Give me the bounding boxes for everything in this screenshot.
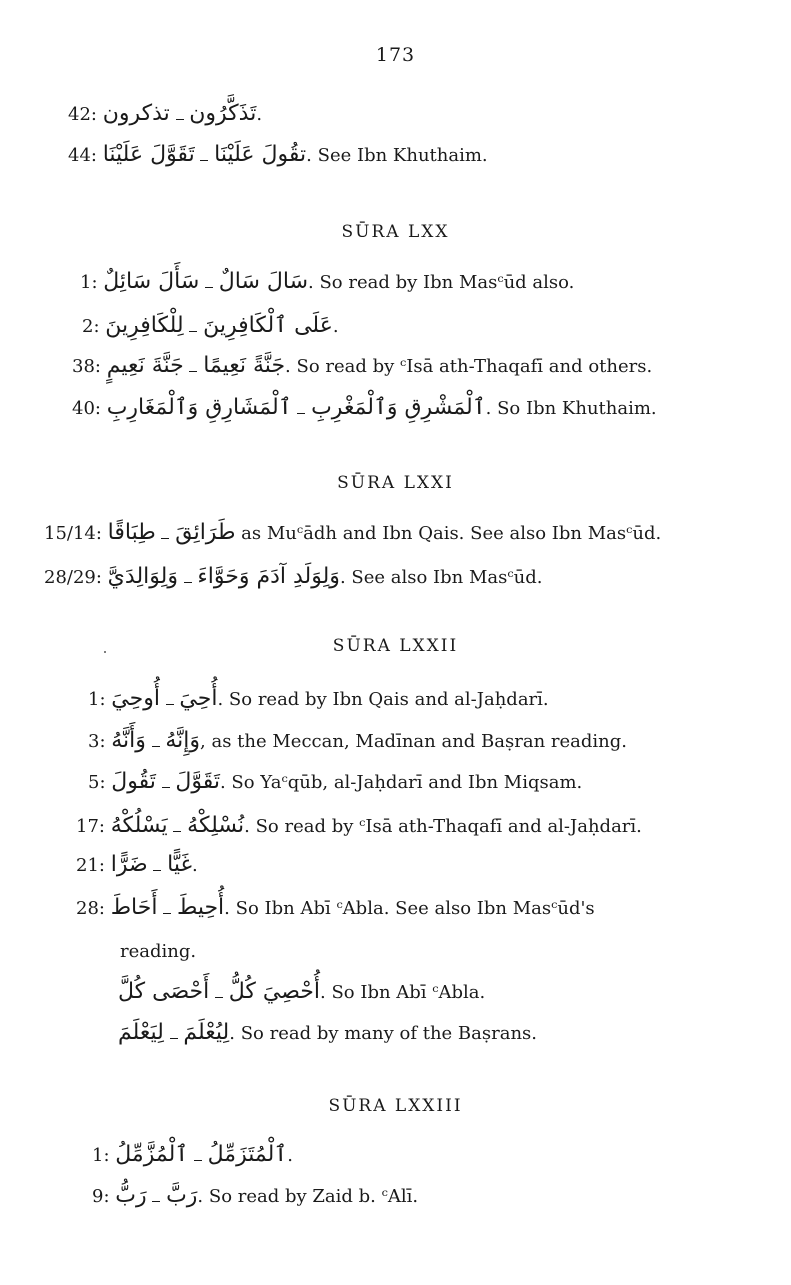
variant-entry: [80, 270, 574, 295]
note-text: .: [191, 855, 198, 876]
verse-number: 44:: [68, 145, 97, 166]
verse-number: 40:: [72, 398, 101, 419]
variant-entry: [72, 354, 652, 379]
dash-separator: [153, 870, 161, 872]
standard-reading: تَقَوَّلَ عَلَيْنَا: [102, 142, 195, 167]
standard-reading: أُوحِيَ: [111, 686, 160, 711]
standard-reading: طِبَاقًا: [107, 520, 156, 545]
verse-number: 17:: [76, 816, 105, 837]
dash-separator: [194, 1160, 202, 1162]
variant-reading: أُحْصِيَ كُلُّ: [228, 979, 320, 1004]
dash-separator: [170, 1038, 178, 1040]
variant-reading: تقُولَ عَلَيْنَا: [214, 142, 307, 167]
verse-number: 1:: [88, 689, 106, 710]
standard-reading: ضَرًّا: [110, 852, 148, 877]
note-text: . So read by Zaid b. ᶜAlī.: [197, 1186, 419, 1207]
note-text: .: [332, 316, 339, 337]
sura-heading: SŪRA LXXIII: [328, 1096, 463, 1116]
variant-reading: تَقَوَّلَ: [175, 769, 220, 794]
note-text: . So read by Ibn Masᶜūd also.: [308, 272, 575, 293]
sura-heading: SŪRA LXXII: [332, 636, 459, 656]
verse-number: 38:: [72, 356, 101, 377]
standard-reading: وَلِوَالِدَيَّ: [107, 564, 178, 589]
standard-reading: جَنَّةَ نَعِيمٍ: [106, 353, 184, 378]
standard-reading: تَقُولَ: [111, 769, 156, 794]
variant-entry: [44, 565, 542, 590]
standard-reading: رَبُّ: [115, 1183, 147, 1208]
note-text: .: [287, 1145, 293, 1166]
variant-reading: تَذَكَّرُون: [189, 101, 257, 126]
standard-reading: أَحَاطَ: [110, 895, 158, 920]
verse-number: 42:: [68, 104, 97, 125]
standard-reading: ٱلْمُزَّمِّلُ: [115, 1142, 189, 1167]
variant-entry: [44, 521, 661, 546]
note-text: . So Ibn Abī ᶜAbla. See also Ibn Masᶜūd's: [224, 898, 595, 919]
variant-reading: عَلَى ٱلْكَافِرِينَ: [203, 313, 333, 338]
variant-entry: [82, 314, 339, 339]
standard-reading: ٱلْمَشَارِقِ وَٱلْمَغَارِبِ: [106, 395, 292, 420]
dash-separator: [152, 746, 160, 748]
note-text: , as the Meccan, Madīnan and Baṣran reading.: [200, 731, 627, 752]
verse-number: 1:: [92, 1145, 110, 1166]
variant-reading: ٱلْمَشْرِقِ وَٱلْمَغْرِبِ: [311, 395, 486, 420]
page-number: 173: [375, 44, 416, 66]
variant-reading: غَيًّا: [167, 852, 192, 877]
variant-reading: جَنَّةً نَعِيمًا: [203, 353, 286, 378]
verse-number: 21:: [76, 855, 105, 876]
verse-number: 5:: [88, 772, 106, 793]
variant-entry: [92, 1143, 293, 1168]
note-text: . So Ibn Abī ᶜAbla.: [320, 982, 486, 1003]
verse-number: 2:: [82, 316, 100, 337]
variant-entry: [72, 396, 657, 421]
verse-number: 28:: [76, 898, 105, 919]
note-text: .: [256, 104, 263, 125]
dash-separator: [205, 287, 213, 289]
variant-entry: [118, 1021, 537, 1046]
standard-reading: لِلْكَافِرِينَ: [105, 313, 184, 338]
verse-number: 28/29:: [44, 567, 102, 588]
variant-reading: وَإِنَّهُ: [165, 728, 201, 753]
dash-separator: [297, 413, 305, 415]
variant-entry: [76, 814, 642, 839]
dash-separator: [163, 913, 171, 915]
note-text: . So read by ᶜIsā ath-Thaqafī and al-Jaḥdarī.: [244, 816, 642, 837]
standard-reading: يَسْلُكْهُ: [110, 813, 168, 838]
variant-entry: [68, 102, 262, 127]
verse-number: 9:: [92, 1186, 110, 1207]
standard-reading: أَحْصَى كُلَّ: [118, 979, 210, 1004]
variant-reading: سَالَ سَالٌ: [218, 269, 309, 294]
dash-separator: [173, 831, 181, 833]
variant-reading: نُسْلِكْهُ: [187, 813, 245, 838]
dash-separator: [184, 582, 192, 584]
standard-reading: لِيَعْلَمَ: [118, 1020, 164, 1045]
dash-separator: [166, 704, 174, 706]
note-text: . So read by ᶜIsā ath-Thaqafī and others.: [285, 356, 653, 377]
standard-reading: سَأَلَ سَائِلٌ: [103, 269, 200, 294]
variant-entry: [92, 1184, 418, 1209]
verse-number: 15/14:: [44, 523, 102, 544]
note-text: . So Yaᶜqūb, al-Jaḥdarī and Ibn Miqsam.: [219, 772, 583, 793]
standard-reading: وَأَنَّهُ: [111, 728, 146, 753]
dash-separator: [176, 119, 184, 121]
continuation-text: reading.: [120, 941, 197, 962]
variant-reading: ٱلْمُتَزَمِّلُ: [207, 1142, 288, 1167]
note-text: . So Ibn Khuthaim.: [485, 398, 657, 419]
dash-separator: [189, 371, 197, 373]
variant-entry: [76, 896, 595, 921]
note-text: . So read by Ibn Qais and al-Jaḥdarī.: [217, 689, 549, 710]
variant-entry: [88, 687, 549, 712]
note-text: . See Ibn Khuthaim.: [306, 145, 488, 166]
verse-number: 1:: [80, 272, 98, 293]
variant-reading: طَرَائِقَ: [175, 520, 236, 545]
dash-separator: [215, 997, 223, 999]
sura-heading: SŪRA LXXI: [337, 473, 454, 493]
variant-reading: أُحِيَ: [179, 686, 218, 711]
note-text: . See also Ibn Masᶜūd.: [339, 567, 543, 588]
standard-reading: تذكرون: [102, 101, 170, 126]
variant-entry: [88, 770, 582, 795]
variant-reading: رَبَّ: [166, 1183, 198, 1208]
dash-separator: [200, 160, 208, 162]
dash-separator: [189, 331, 197, 333]
variant-entry: [88, 729, 627, 754]
dash-separator: [152, 1201, 160, 1203]
sura-heading: SŪRA LXX: [341, 222, 450, 242]
variant-reading: لِيُعْلَمَ: [183, 1020, 230, 1045]
variant-entry: [118, 980, 485, 1005]
variant-reading: وَلِوَلَدِ آدَمَ وَحَوَّاءَ: [197, 564, 340, 589]
variant-entry: [76, 853, 198, 878]
variant-entry: [68, 143, 488, 168]
note-text: as Muᶜādh and Ibn Qais. See also Ibn Masᶜūd.: [235, 523, 662, 544]
verse-number: 3:: [88, 731, 106, 752]
dash-separator: [162, 787, 170, 789]
dash-separator: [161, 538, 169, 540]
variant-reading: أُحِيطَ: [176, 895, 225, 920]
note-text: . So read by many of the Baṣrans.: [229, 1023, 538, 1044]
